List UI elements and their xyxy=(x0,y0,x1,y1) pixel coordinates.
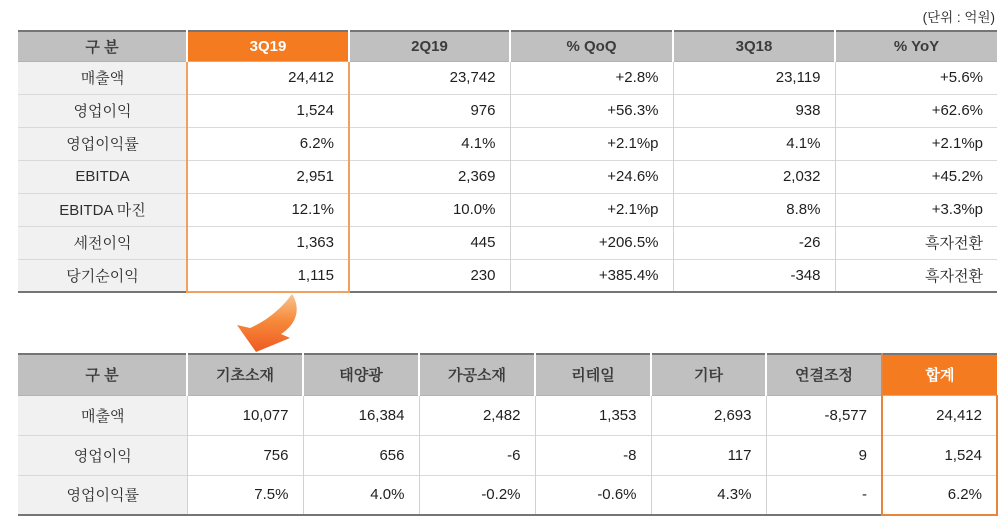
cell: 1,115 xyxy=(187,259,349,292)
column-header-solar: 태양광 xyxy=(303,354,419,395)
cell: 117 xyxy=(651,435,766,475)
unit-note: (단위 : 억원) xyxy=(922,10,995,25)
column-header-3q19-highlighted: 3Q19 xyxy=(187,31,349,61)
table-row-operating-profit xyxy=(18,94,997,127)
cell: -26 xyxy=(673,226,835,259)
row-label: 세전이익 xyxy=(18,226,187,259)
column-header-consolidation-adj: 연결조정 xyxy=(766,354,882,395)
cell: -6 xyxy=(419,435,535,475)
cell: +385.4% xyxy=(510,259,673,292)
table-row-net-profit xyxy=(18,259,997,292)
cell: 1,353 xyxy=(535,395,651,435)
column-header-2q19: 2Q19 xyxy=(349,31,510,61)
cell: 10,077 xyxy=(187,395,303,435)
cell: +3.3%p xyxy=(835,193,997,226)
table-row-operating-margin xyxy=(18,475,997,515)
row-label: 당기순이익 xyxy=(18,259,187,292)
cell: 4.3% xyxy=(651,475,766,515)
cell: - xyxy=(766,475,882,515)
cell: 230 xyxy=(349,259,510,292)
row-label: 영업이익 xyxy=(18,435,187,475)
cell: 7.5% xyxy=(187,475,303,515)
cell: 23,119 xyxy=(673,61,835,94)
cell: 4.1% xyxy=(673,127,835,160)
cell: 흑자전환 xyxy=(835,226,997,259)
cell-total: 6.2% xyxy=(882,475,997,515)
table-row-operating-profit xyxy=(18,435,997,475)
cell: -0.2% xyxy=(419,475,535,515)
row-label: EBITDA xyxy=(18,160,187,193)
cell: 976 xyxy=(349,94,510,127)
cell: 1,524 xyxy=(187,94,349,127)
table-row-pretax-profit xyxy=(18,226,997,259)
row-label: 영업이익률 xyxy=(18,475,187,515)
cell-total: 24,412 xyxy=(882,395,997,435)
row-label: 영업이익률 xyxy=(18,127,187,160)
cell: 6.2% xyxy=(187,127,349,160)
cell: +62.6% xyxy=(835,94,997,127)
cell: 756 xyxy=(187,435,303,475)
curved-down-arrow-icon xyxy=(228,293,304,353)
cell: +24.6% xyxy=(510,160,673,193)
column-header-total-highlighted: 합계 xyxy=(882,354,997,395)
cell: -8 xyxy=(535,435,651,475)
cell: +206.5% xyxy=(510,226,673,259)
cell: 445 xyxy=(349,226,510,259)
cell: +2.1%p xyxy=(510,127,673,160)
cell: +56.3% xyxy=(510,94,673,127)
cell: 4.1% xyxy=(349,127,510,160)
row-label: 영업이익 xyxy=(18,94,187,127)
cell-total: 1,524 xyxy=(882,435,997,475)
column-header-qoq: % QoQ xyxy=(510,31,673,61)
cell: 23,742 xyxy=(349,61,510,94)
column-header-processed-materials: 가공소재 xyxy=(419,354,535,395)
cell: 16,384 xyxy=(303,395,419,435)
cell: +2.1%p xyxy=(835,127,997,160)
column-header-gubun: 구 분 xyxy=(18,354,187,395)
cell: 24,412 xyxy=(187,61,349,94)
row-label: 매출액 xyxy=(18,61,187,94)
cell: +2.1%p xyxy=(510,193,673,226)
column-header-3q18: 3Q18 xyxy=(673,31,835,61)
cell: 8.8% xyxy=(673,193,835,226)
cell: +2.8% xyxy=(510,61,673,94)
column-header-yoy: % YoY xyxy=(835,31,997,61)
table-row-revenue xyxy=(18,61,997,94)
table-row-ebitda xyxy=(18,160,997,193)
column-header-retail: 리테일 xyxy=(535,354,651,395)
cell: 1,363 xyxy=(187,226,349,259)
cell: +45.2% xyxy=(835,160,997,193)
cell: 2,693 xyxy=(651,395,766,435)
table-row-revenue xyxy=(18,395,997,435)
table-row-ebitda-margin xyxy=(18,193,997,226)
column-header-basic-materials: 기초소재 xyxy=(187,354,303,395)
cell: 10.0% xyxy=(349,193,510,226)
table-row-operating-margin xyxy=(18,127,997,160)
cell: 656 xyxy=(303,435,419,475)
cell: +5.6% xyxy=(835,61,997,94)
cell: 938 xyxy=(673,94,835,127)
cell: 2,951 xyxy=(187,160,349,193)
cell: -8,577 xyxy=(766,395,882,435)
quarterly-results-table xyxy=(18,30,997,293)
cell: -0.6% xyxy=(535,475,651,515)
cell: 2,369 xyxy=(349,160,510,193)
cell: 9 xyxy=(766,435,882,475)
cell: 12.1% xyxy=(187,193,349,226)
cell: 2,032 xyxy=(673,160,835,193)
segment-breakdown-table xyxy=(18,353,998,516)
cell: 흑자전환 xyxy=(835,259,997,292)
column-header-others: 기타 xyxy=(651,354,766,395)
cell: -348 xyxy=(673,259,835,292)
column-header-gubun: 구 분 xyxy=(18,31,187,61)
row-label: EBITDA 마진 xyxy=(18,193,187,226)
cell: 4.0% xyxy=(303,475,419,515)
header-row xyxy=(18,354,997,395)
cell: 2,482 xyxy=(419,395,535,435)
row-label: 매출액 xyxy=(18,395,187,435)
header-row xyxy=(18,31,997,61)
